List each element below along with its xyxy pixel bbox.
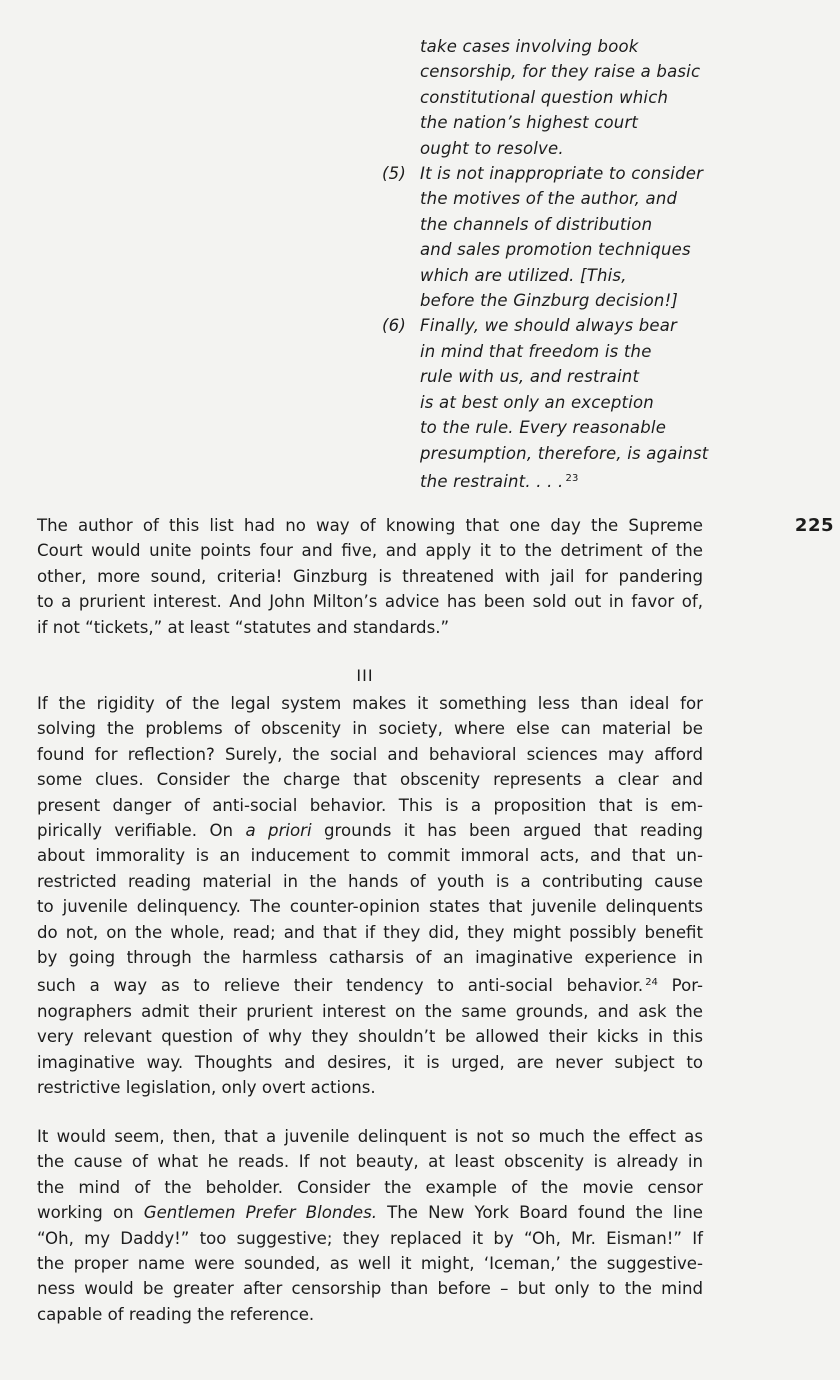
film-title: Gentlemen Prefer Blondes. [143,1203,378,1223]
text-run: working on [37,1203,144,1223]
quote-line: in mind that freedom is the [420,341,652,361]
quoted-list [372,34,717,494]
text-run: pirically verifiable. On [37,821,246,841]
quote-line: It is not inappropriate to consider [420,164,704,184]
text-line: some clues. Consider the charge that obscenity represents a clear and [37,770,703,790]
list-item-5 [372,161,717,186]
text-line: the mind of the beholder. Consider the example of the movie censor [37,1177,703,1197]
text-line: If the rigidity of the legal system makes it something less than ideal for [37,694,703,713]
quote-line: rule with us, and restraint [420,367,640,387]
list-item-number: (5) [382,164,406,184]
text-line: very relevant question of why they shouldn’t be allowed their kicks in this [37,1027,703,1047]
quote-line: to the rule. Every reasonable [420,418,667,438]
quote-line: and sales promotion techniques [420,240,691,260]
text-line: if not “tickets,” at least “statutes and standards.” [37,617,450,637]
quote-line: before the Ginzburg decision!] [420,291,679,311]
quote-line: take cases involving book [420,37,639,56]
quote-last-line: the restraint. . . . [420,471,564,491]
paragraph-3 [37,1124,703,1327]
quote-line: ought to resolve. [420,138,564,158]
footnote-ref: 24 [645,977,658,989]
quote-line: is at best only an exception [420,392,654,412]
text-run: Por- [657,976,703,996]
quote-line: Finally, we should always bear [420,316,678,336]
text-line: by going through the harmless catharsis of an imaginative experience in [37,948,703,968]
text-line: Court would unite points four and five, and apply it to the detriment of the [37,541,703,561]
text-line: the cause of what he reads. If not beauty, at least obscenity is already in [37,1152,703,1172]
text-line: nographers admit their prurient interest on the same grounds, and ask the [37,1001,703,1021]
text-line: about immorality is an inducement to commit immoral acts, and that un- [37,846,703,866]
quote-line: which are utilized. [This, [420,265,627,285]
text-line: restrictive legislation, only overt actions. [37,1078,376,1098]
section-heading: III [356,666,374,685]
quote-line: the motives of the author, and [420,189,678,209]
text-line: other, more sound, criteria! Ginzburg is threatened with jail for pandering [37,566,703,586]
italic-phrase: a priori [245,821,312,841]
text-line: present danger of anti-social behavior. This is a proposition that is em- [37,795,703,815]
text-line: imaginative way. Thoughts and desires, it is urged, are never subject to [37,1052,703,1072]
text-line: “Oh, my Daddy!” too suggestive; they replaced it by “Oh, Mr. Eisman!” If [37,1228,703,1248]
text-line: It would seem, then, that a juvenile delinquent is not so much the effect as [37,1127,703,1146]
text-line [37,818,703,843]
quote-line: censorship, for they raise a basic [420,62,701,82]
quote-line: the nation’s highest court [420,113,639,133]
text-line: to juvenile delinquency. The counter-opinion states that juvenile delinquents [37,897,703,917]
text-line: the proper name were sounded, as well it might, ‘Iceman,’ the suggestive- [37,1254,703,1274]
text-line: The author of this list had no way of knowing that one day the Supreme [37,516,703,535]
text-run: grounds it has been argued that reading [311,821,703,841]
text-line [37,1200,703,1225]
text-line [37,970,703,998]
text-line: ness would be greater after censorship than before – but only to the mind [37,1279,703,1299]
list-item-6 [372,313,717,338]
paragraph-2 [37,691,703,1101]
text-line: found for reflection? Surely, the social and behavioral sciences may afford [37,744,703,764]
text-line: capable of reading the reference. [37,1304,315,1324]
footnote-ref: 23 [565,472,579,484]
text-line: to a prurient interest. And John Milton’s advice has been sold out in favor of, [37,592,703,612]
text-line: solving the problems of obscenity in society, where else can material be [37,719,703,739]
paragraph-1 [37,513,703,640]
quote-line: the channels of distribution [420,214,653,234]
text-line: restricted reading material in the hands of youth is a contributing cause [37,871,703,891]
quote-line: presumption, therefore, is against [420,443,709,463]
list-item-number: (6) [382,316,406,336]
quote-line: constitutional question which [420,87,669,107]
text-run: The New York Board found the line [377,1203,703,1223]
page-number: 225 [794,515,834,536]
quote-line [372,466,717,494]
text-line: do not, on the whole, read; and that if they did, they might possibly benefit [37,922,703,942]
text-run: such a way as to relieve their tendency to anti-social behavior. [37,976,644,996]
